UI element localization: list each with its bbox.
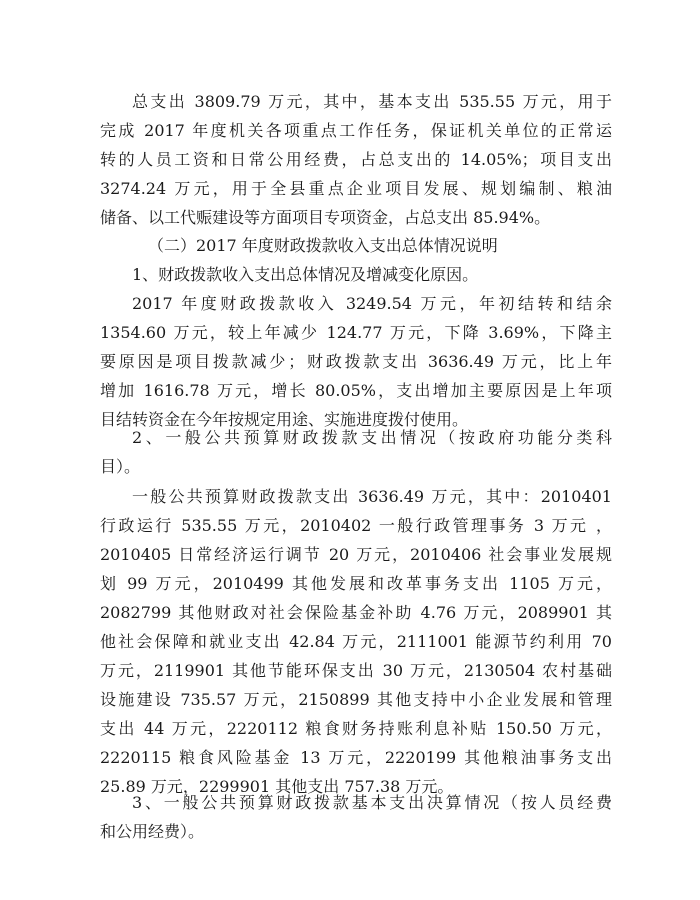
paragraph-total-expenditure	[100, 87, 612, 232]
text-line: 2010405 日常经济运行调节 20 万元，2010406 社会事业发展规	[100, 545, 612, 564]
text-line: 万元，2119901 其他节能环保支出 30 万元，2130504 农村基础	[100, 661, 612, 680]
subsection-heading-1: 1、财政拨款收入支出总体情况及增减变化原因。	[132, 265, 479, 284]
text-line: 目结转资金在今年按规定用途、实施进度拨付使用。	[100, 410, 469, 429]
text-line: 1354.60 万元，较上年减少 124.77 万元，下降 3.69%，下降主	[100, 323, 612, 342]
text-line: 转的人员工资和日常公用经费，占总支出的 14.05%；项目支出	[100, 150, 612, 169]
text-line: 行政运行 535.55 万元，2010402 一般行政管理事务 3 万元 ，	[100, 516, 612, 535]
paragraph-fiscal-overview	[100, 289, 612, 434]
text-line: 2220115 粮食风险基金 13 万元，2220199 其他粮油事务支出	[100, 748, 612, 767]
text-line: 支出 44 万元，2220112 粮食财务持账利息补贴 150.50 万元，	[100, 719, 612, 738]
subsection-heading-3	[100, 788, 612, 846]
text-line: 25.89 万元，2299901 其他支出 757.38 万元。	[100, 777, 454, 796]
text-line: 划 99 万元，2010499 其他发展和改革事务支出 1105 万元，	[100, 574, 612, 593]
text-line: 2、一般公共预算财政拨款支出情况（按政府功能分类科	[132, 428, 612, 447]
text-line: 总支出 3809.79 万元，其中，基本支出 535.55 万元，用于	[132, 92, 612, 111]
text-line: 和公用经费）。	[100, 822, 205, 841]
paragraph-budget-items	[100, 482, 612, 801]
text-line: 设施建设 735.57 万元，2150899 其他支持中小企业发展和管理	[100, 690, 612, 709]
text-line: 2082799 其他财政对社会保险基金补助 4.76 万元，2089901 其	[100, 603, 612, 622]
text-line: 储备、以工代赈建设等方面项目专项资金，占总支出 85.94%。	[100, 208, 551, 227]
text-line: 一般公共预算财政拨款支出 3636.49 万元，其中：2010401	[132, 487, 612, 506]
text-line: 要原因是项目拨款减少；财政拨款支出 3636.49 万元，比上年	[100, 352, 612, 371]
text-line: 3274.24 万元，用于全县重点企业项目发展、规划编制、粮油	[100, 179, 612, 198]
text-line: 增加 1616.78 万元，增长 80.05%，支出增加主要原因是上年项	[100, 381, 612, 400]
text-line: 目）。	[100, 457, 141, 476]
section-heading-2: （二）2017 年度财政拨款收入支出总体情况说明	[148, 236, 498, 255]
text-line: 2017 年度财政拨款收入 3249.54 万元，年初结转和结余	[132, 294, 612, 313]
text-line: 他社会保障和就业支出 42.84 万元，2111001 能源节约利用 70	[100, 632, 612, 651]
text-line: 完成 2017 年度机关各项重点工作任务，保证机关单位的正常运	[100, 121, 612, 140]
subsection-heading-2	[100, 423, 612, 481]
text-line: 3、一般公共预算财政拨款基本支出决算情况（按人员经费	[132, 793, 612, 812]
